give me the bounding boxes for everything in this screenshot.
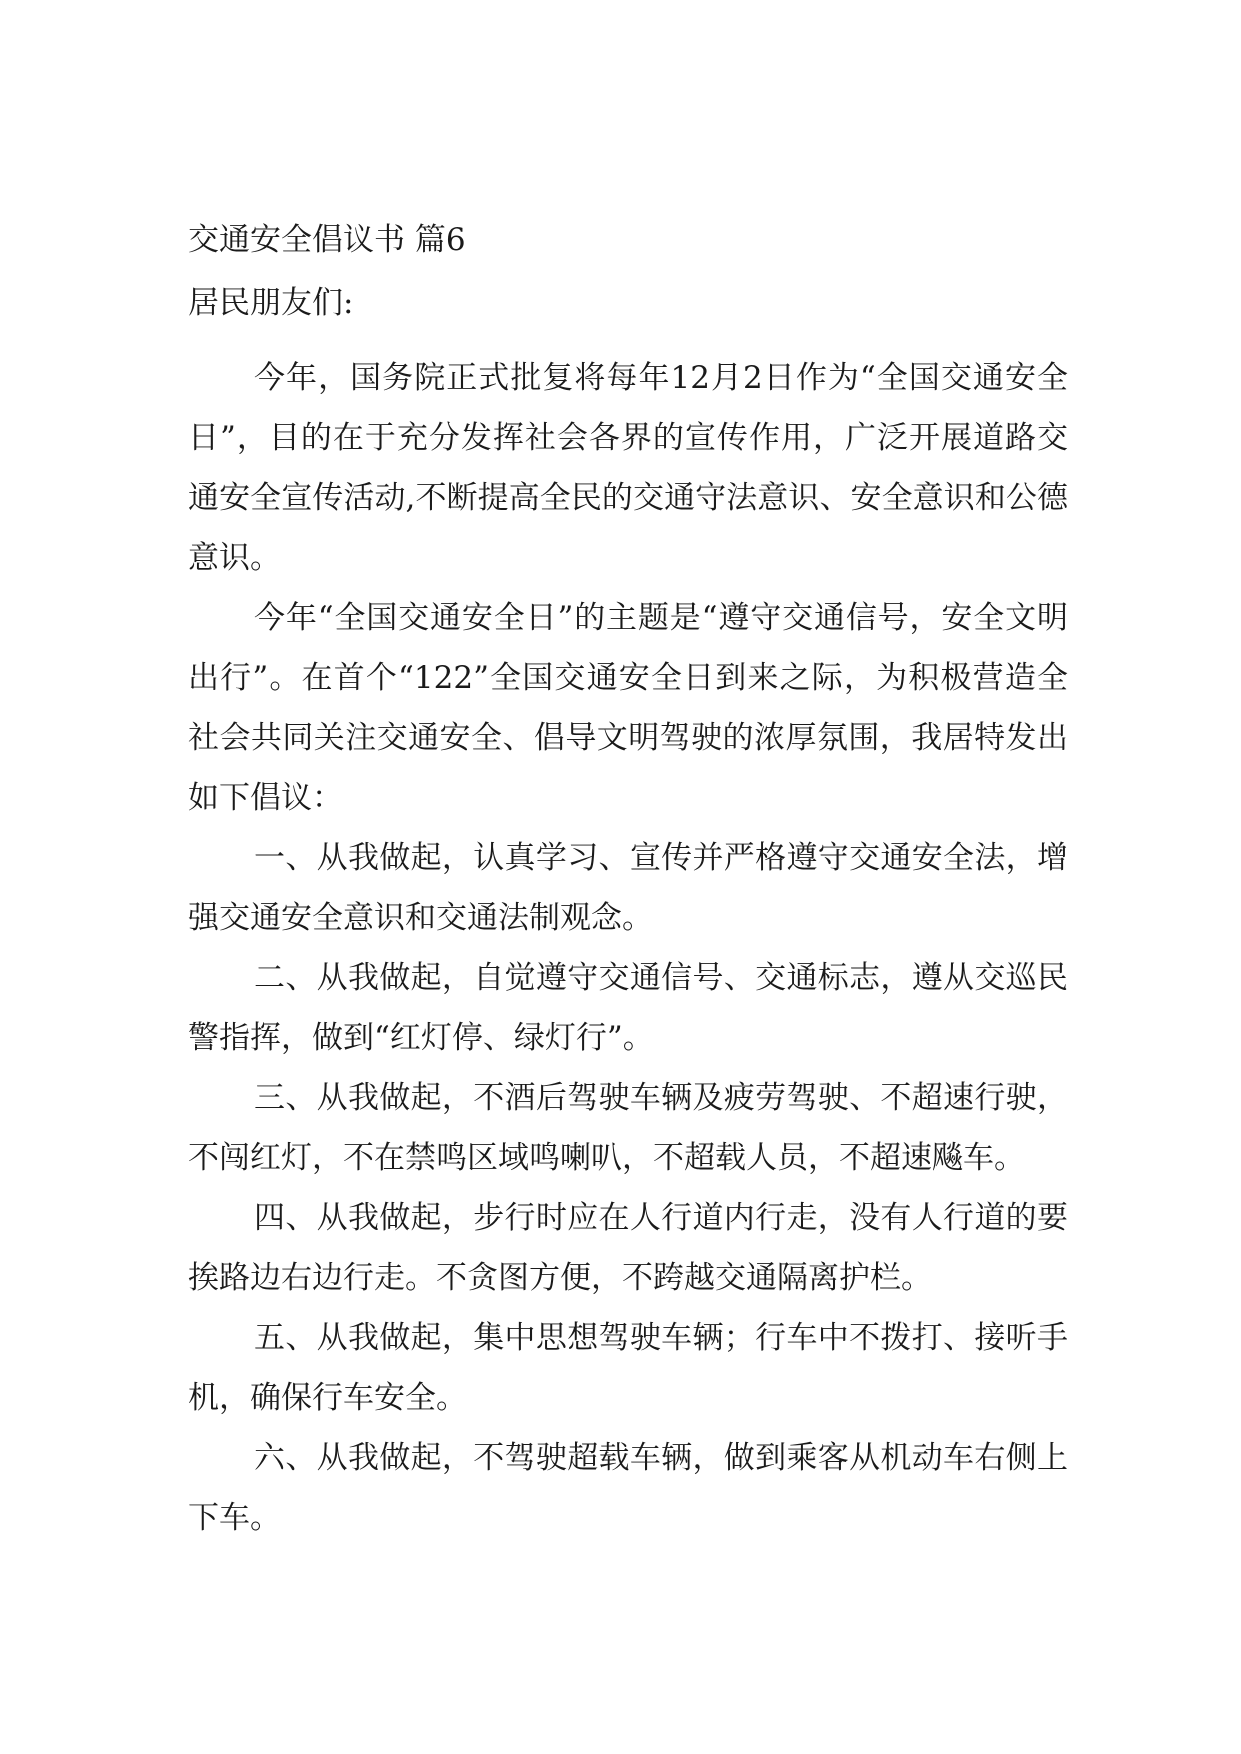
paragraph-intro: 今年，国务院正式批复将每年12月2日作为“全国交通安全日”，目的在于充分发挥社会各界的宣传作用，广泛开展道路交通安全宣传活动,不断提高全民的交通守法意识、安全意识和公德意识。	[188, 360, 1068, 576]
document-title: 交通安全倡议书 篇6	[188, 222, 466, 258]
proposal-item-5: 五、从我做起，集中思想驾驶车辆；行车中不拨打、接听手机，确保行车安全。	[188, 1320, 1068, 1416]
proposal-item-6: 六、从我做起，不驾驶超载车辆，做到乘客从机动车右侧上下车。	[188, 1440, 1068, 1536]
document-body	[188, 220, 1068, 1548]
proposal-item-4: 四、从我做起，步行时应在人行道内行走，没有人行道的要挨路边右边行走。不贪图方便，不跨越交通隔离护栏。	[188, 1200, 1068, 1296]
proposal-item-1: 一、从我做起，认真学习、宣传并严格遵守交通安全法，增强交通安全意识和交通法制观念。	[188, 840, 1068, 936]
paragraph-theme: 今年“全国交通安全日”的主题是“遵守交通信号，安全文明出行”。在首个“122”全国交通安全日到来之际，为积极营造全社会共同关注交通安全、倡导文明驾驶的浓厚氛围，我居特发出如下倡议：	[188, 600, 1068, 816]
salutation: 居民朋友们:	[188, 285, 354, 321]
proposal-item-3: 三、从我做起，不酒后驾驶车辆及疲劳驾驶、不超速行驶，不闯红灯，不在禁鸣区域鸣喇叭，不超载人员，不超速飚车。	[188, 1080, 1068, 1176]
proposal-item-2: 二、从我做起，自觉遵守交通信号、交通标志，遵从交巡民警指挥，做到“红灯停、绿灯行”。	[188, 960, 1068, 1056]
